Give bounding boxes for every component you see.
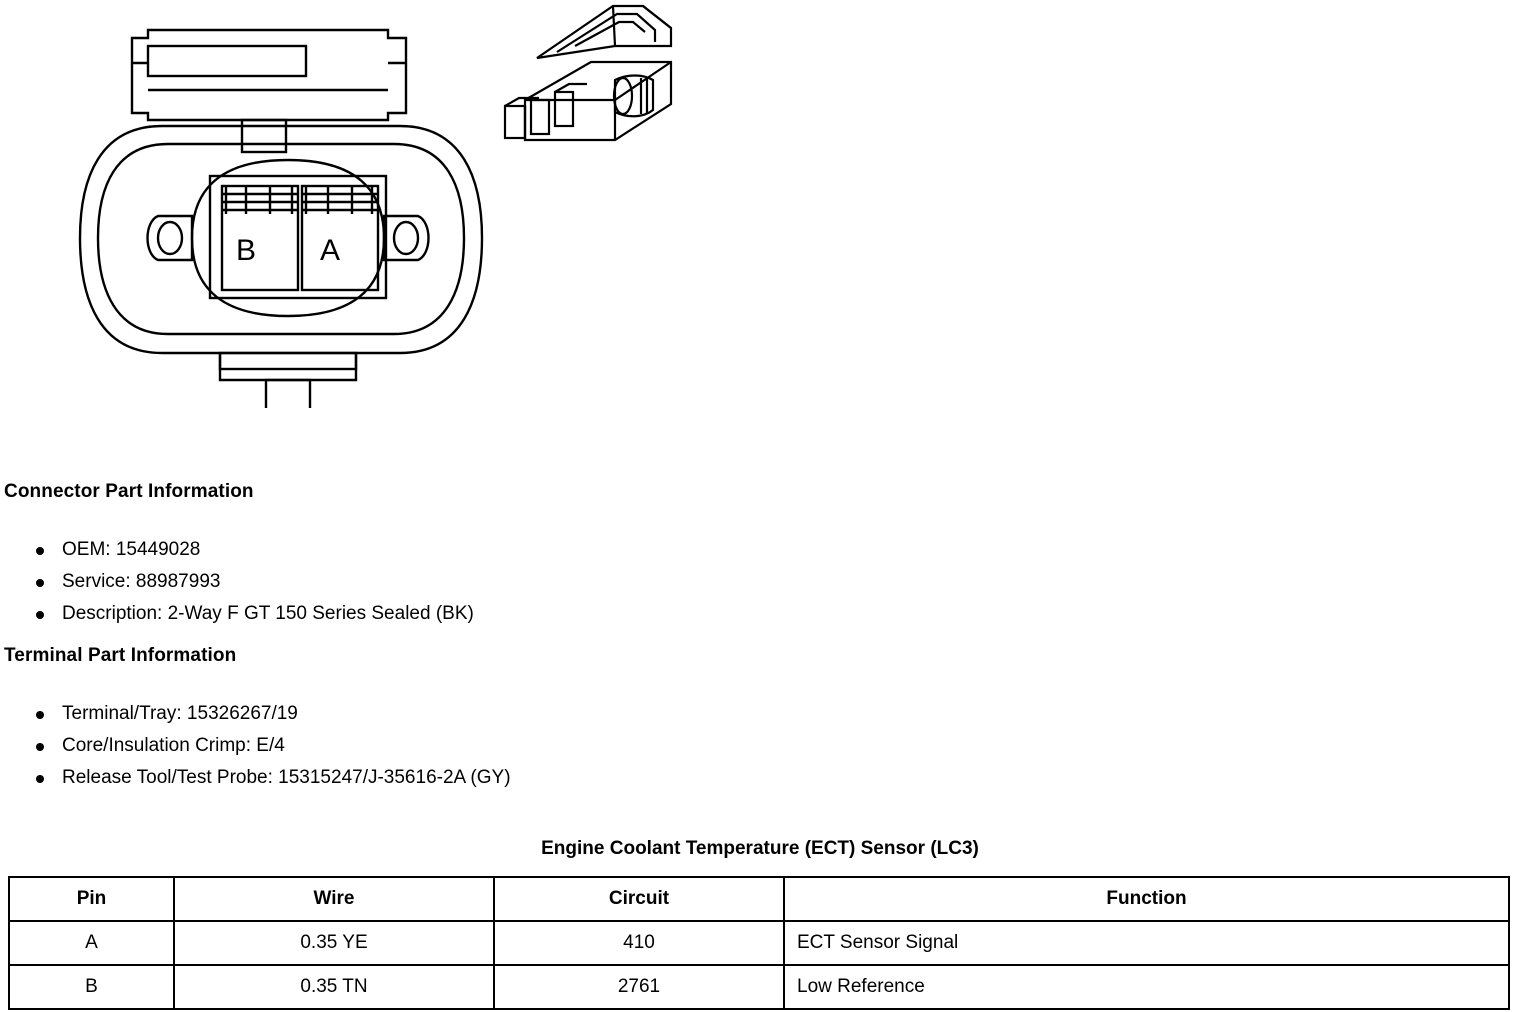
- list-item: Service: 88987993: [28, 566, 474, 598]
- connector-side-view: [495, 0, 755, 190]
- terminal-part-information-list: [28, 698, 511, 794]
- cell-function: Low Reference: [784, 965, 1509, 1009]
- list-item: Release Tool/Test Probe: 15315247/J-35616-2A (GY): [28, 762, 511, 794]
- connector-part-information-heading: Connector Part Information: [4, 481, 254, 502]
- cell-wire: 0.35 YE: [174, 921, 494, 965]
- connector-part-information-list: [28, 534, 474, 630]
- table-header-row: [9, 877, 1509, 921]
- cavity-label-a: A: [320, 234, 341, 267]
- connector-illustrations: [0, 0, 1520, 430]
- terminal-part-information-heading: Terminal Part Information: [4, 645, 237, 666]
- table-row: [9, 921, 1509, 965]
- table-row: [9, 965, 1509, 1009]
- pinout-table: [8, 876, 1510, 1010]
- list-item: Core/Insulation Crimp: E/4: [28, 730, 511, 762]
- cell-pin: A: [9, 921, 174, 965]
- cavity-label-b: B: [236, 234, 257, 267]
- list-item: OEM: 15449028: [28, 534, 474, 566]
- column-header-circuit: Circuit: [494, 877, 784, 921]
- column-header-wire: Wire: [174, 877, 494, 921]
- column-header-function: Function: [784, 877, 1509, 921]
- pinout-table-title: Engine Coolant Temperature (ECT) Sensor (LC3): [541, 838, 979, 859]
- connector-front-view: [70, 8, 510, 408]
- cell-circuit: 410: [494, 921, 784, 965]
- cell-pin: B: [9, 965, 174, 1009]
- list-item: Terminal/Tray: 15326267/19: [28, 698, 511, 730]
- column-header-pin: Pin: [9, 877, 174, 921]
- cell-wire: 0.35 TN: [174, 965, 494, 1009]
- cell-function: ECT Sensor Signal: [784, 921, 1509, 965]
- cell-circuit: 2761: [494, 965, 784, 1009]
- list-item: Description: 2-Way F GT 150 Series Sealed (BK): [28, 598, 474, 630]
